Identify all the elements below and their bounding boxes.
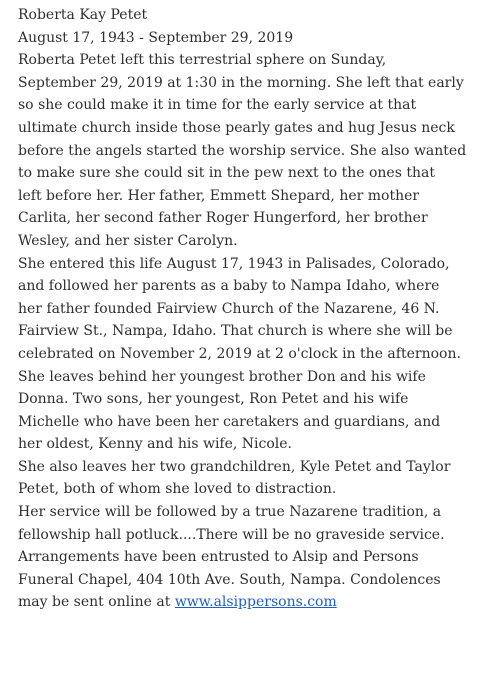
obituary-line: She also leaves her two grandchildren, Kyle Petet and Taylor	[18, 458, 451, 475]
obituary-line: left before her. Her father, Emmett Shepard, her mother	[18, 187, 420, 204]
obituary-line: She entered this life August 17, 1943 in Palisades, Colorado,	[18, 255, 450, 272]
obituary-line: She leaves behind her youngest brother Don and his wife	[18, 368, 426, 385]
obituary-name: Roberta Kay Petet	[18, 7, 148, 23]
obituary-line: Wesley, and her sister Carolyn.	[18, 232, 238, 249]
obituary-line: to make sure she could sit in the pew next to the ones that	[18, 165, 435, 182]
obituary-line: ultimate church inside those pearly gates and hug Jesus neck	[18, 119, 455, 136]
obituary-line: September 29, 2019 at 1:30 in the morning. She left that early	[18, 74, 464, 91]
obituary-last-line	[18, 591, 477, 614]
obituary-line: Funeral Chapel, 404 10th Ave. South, Nampa. Condolences	[18, 571, 441, 588]
obituary-line: so she could make it in time for the early service at that	[18, 97, 417, 114]
obituary-line: before the angels started the worship service. She also wanted	[18, 142, 467, 159]
obituary-line: Roberta Petet left this terrestrial sphere on Sunday,	[18, 52, 387, 69]
condolences-prefix: may be sent online at	[18, 594, 175, 611]
obituary-line: Petet, both of whom she loved to distraction.	[18, 481, 337, 498]
obituary-line: her father founded Fairview Church of the Nazarene, 46 N.	[18, 300, 440, 317]
obituary-line: Carlita, her second father Roger Hungerford, her brother	[18, 210, 428, 227]
obituary-line: Her service will be followed by a true Nazarene tradition, a	[18, 504, 442, 521]
obituary-dates: August 17, 1943 - September 29, 2019	[18, 29, 294, 46]
obituary-line: fellowship hall potluck....There will be no graveside service.	[18, 526, 445, 543]
obituary-line: Fairview St., Nampa, Idaho. That church is where she will be	[18, 323, 453, 340]
obituary-line: and followed her parents as a baby to Nampa Idaho, where	[18, 278, 440, 295]
obituary-line: Donna. Two sons, her youngest, Ron Petet and his wife	[18, 391, 409, 408]
condolences-link[interactable]: www.alsippersons.com	[174, 594, 337, 611]
obituary-line: celebrated on November 2, 2019 at 2 o'clock in the afternoon.	[18, 345, 461, 362]
obituary-line: Arrangements have been entrusted to Alsip and Persons	[18, 549, 419, 566]
obituary-line: Michelle who have been her caretakers and guardians, and	[18, 413, 441, 430]
obituary-line: her oldest, Kenny and his wife, Nicole.	[18, 436, 293, 453]
